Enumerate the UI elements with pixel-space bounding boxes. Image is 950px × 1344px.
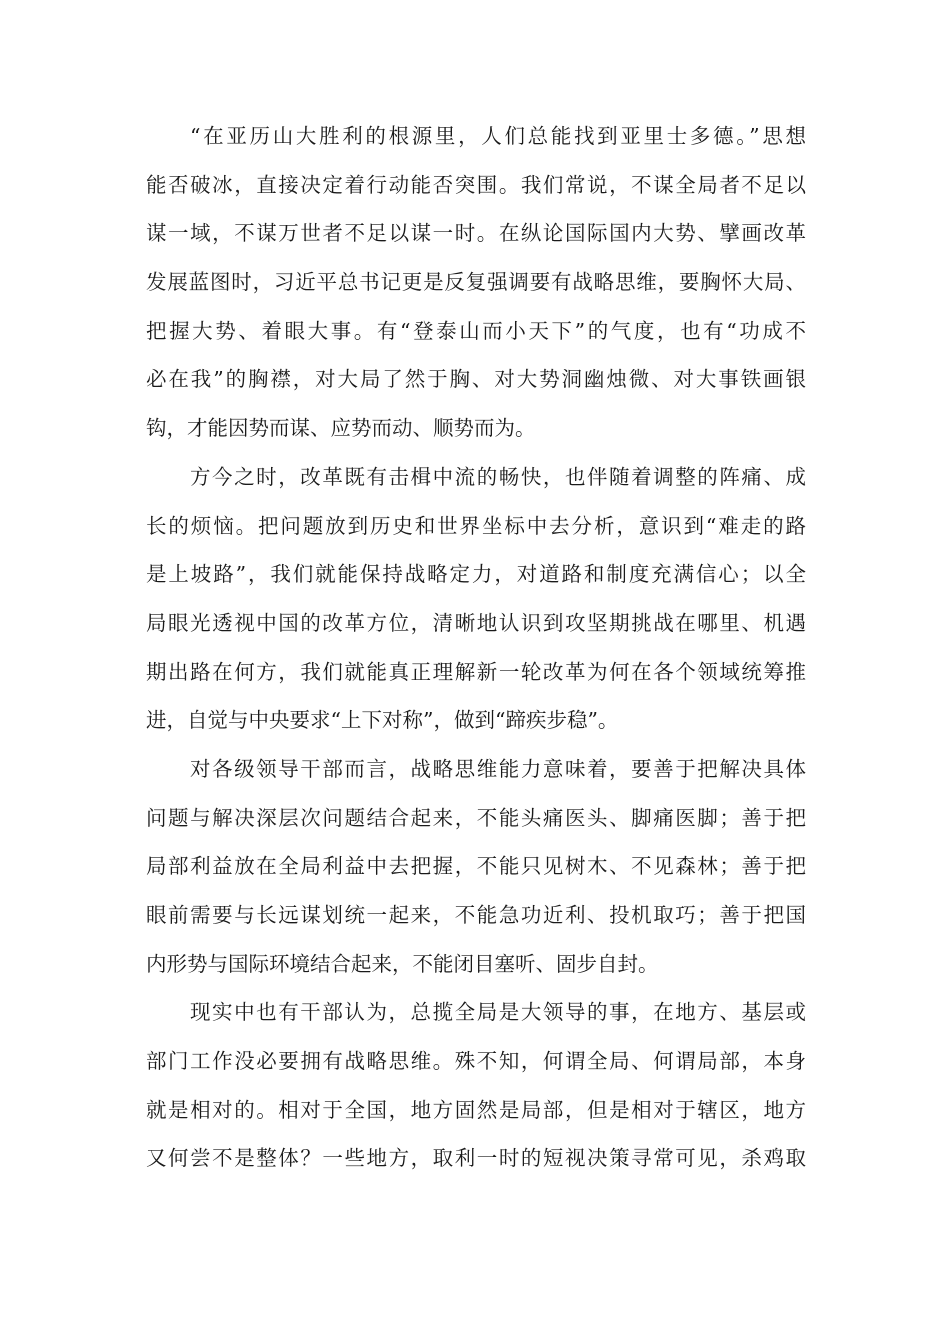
paragraph-4-line-4: 又何尝不是整体？一些地方，取利一时的短视决策寻常可见，杀鸡取 <box>146 1146 806 1171</box>
paragraph-1-line-5: 把握大势、着眼大事。有“登泰山而小天下”的气度，也有“功成不 <box>146 318 806 343</box>
paragraph-3-line-1: 对各级领导干部而言，战略思维能力意味着，要善于把解决具体 <box>190 756 806 781</box>
paragraph-4-line-1: 现实中也有干部认为，总揽全局是大领导的事，在地方、基层或 <box>190 1000 806 1025</box>
paragraph-3-line-5: 内形势与国际环境结合起来，不能闭目塞听、固步自封。 <box>146 951 659 976</box>
paragraph-4-line-2: 部门工作没必要拥有战略思维。殊不知，何谓全局、何谓局部，本身 <box>146 1049 806 1074</box>
paragraph-1-line-7: 钩，才能因势而谋、应势而动、顺势而为。 <box>146 416 536 441</box>
paragraph-2-line-5: 期出路在何方，我们就能真正理解新一轮改革为何在各个领域统筹推 <box>146 659 806 684</box>
paragraph-2-line-1: 方今之时，改革既有击楫中流的畅快，也伴随着调整的阵痛、成 <box>190 464 806 489</box>
paragraph-4-line-3: 就是相对的。相对于全国，地方固然是局部，但是相对于辖区，地方 <box>146 1097 806 1122</box>
paragraph-2-line-2: 长的烦恼。把问题放到历史和世界坐标中去分析，意识到“难走的路 <box>146 513 806 538</box>
paragraph-3-line-2: 问题与解决深层次问题结合起来，不能头痛医头、脚痛医脚；善于把 <box>146 805 806 830</box>
paragraph-1-line-4: 发展蓝图时，习近平总书记更是反复强调要有战略思维，要胸怀大局、 <box>146 270 806 295</box>
paragraph-3-line-4: 眼前需要与长远谋划统一起来，不能急功近利、投机取巧；善于把国 <box>146 903 806 927</box>
paragraph-2-line-6: 进，自觉与中央要求“上下对称”，做到“蹄疾步稳”。 <box>146 708 619 733</box>
paragraph-2-line-3: 是上坡路”，我们就能保持战略定力，对道路和制度充满信心；以全 <box>146 562 806 587</box>
paragraph-3-line-3: 局部利益放在全局利益中去把握，不能只见树木、不见森林；善于把 <box>146 854 806 879</box>
paragraph-1-line-3: 谋一域，不谋万世者不足以谋一时。在纵论国际国内大势、擘画改革 <box>146 221 806 246</box>
paragraph-1-line-2: 能否破冰，直接决定着行动能否突围。我们常说，不谋全局者不足以 <box>146 172 806 197</box>
paragraph-1-line-6: 必在我”的胸襟，对大局了然于胸、对大势洞幽烛微、对大事铁画银 <box>146 367 806 392</box>
paragraph-1-line-1: “在亚历山大胜利的根源里，人们总能找到亚里士多德。”思想 <box>190 124 806 148</box>
document-body <box>146 112 806 1183</box>
paragraph-2-line-4: 局眼光透视中国的改革方位，清晰地认识到攻坚期挑战在哪里、机遇 <box>146 610 806 635</box>
